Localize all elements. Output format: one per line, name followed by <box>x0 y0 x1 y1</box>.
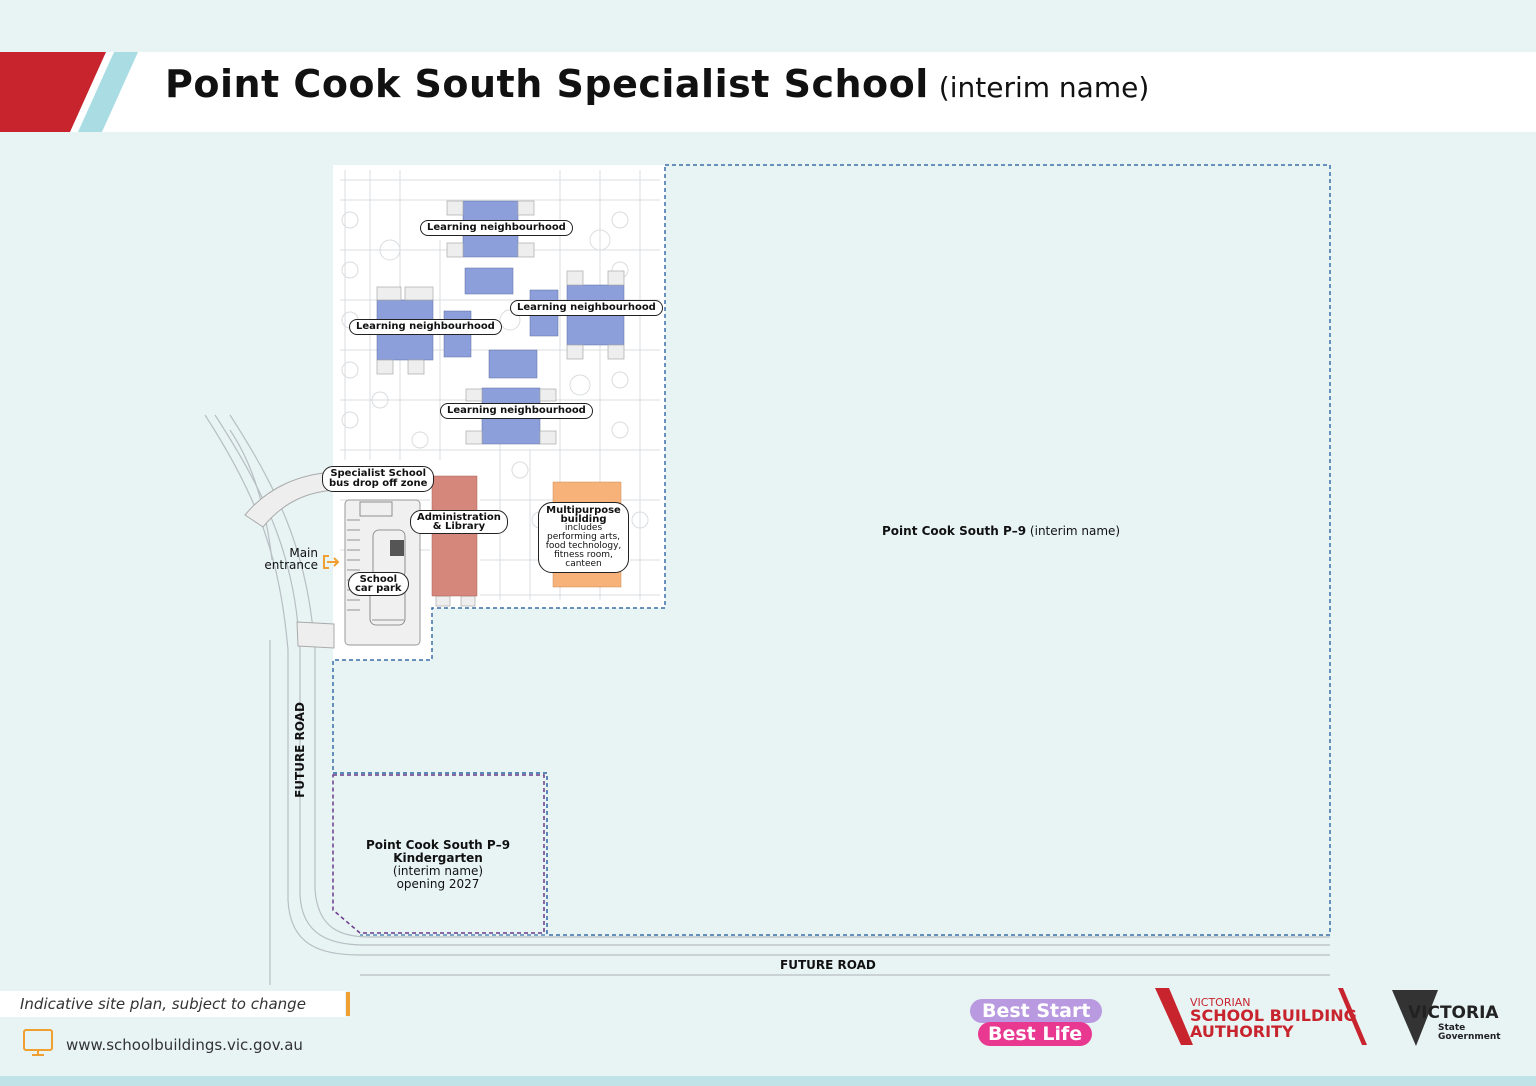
admin-library-building <box>432 476 477 596</box>
bus-line-1: Specialist School <box>330 468 427 479</box>
p9-name: Point Cook South P–9 <box>882 524 1027 538</box>
kinder-line-2: Kindergarten <box>393 851 483 865</box>
multi-line-1: Multipurpose <box>546 505 621 516</box>
multi-line-4: performing arts, <box>546 532 620 542</box>
best-start-line-1: Best Start <box>970 999 1102 1023</box>
kinder-line-3: (interim name) <box>392 864 484 878</box>
admin-line-2: & Library <box>432 521 486 532</box>
car-park-building-icon <box>390 540 404 556</box>
victoria-wordmark: VICTORIA <box>1408 1003 1499 1023</box>
entrance-line-2: entrance <box>264 558 318 572</box>
kinder-line-4: opening 2027 <box>396 877 480 891</box>
label-p9-school <box>882 524 1120 538</box>
entrance-line-1: Main <box>289 546 318 560</box>
victoria-sub-1: State <box>1438 1023 1466 1033</box>
kinder-line-1: Point Cook South P–9 <box>365 838 511 852</box>
monitor-icon <box>22 1028 56 1058</box>
label-learning-neighbourhood-2: Learning neighbourhood <box>349 319 502 335</box>
vsba-line-2: SCHOOL BUILDING <box>1190 1006 1357 1025</box>
website-link[interactable]: www.schoolbuildings.vic.gov.au <box>66 1036 303 1054</box>
label-future-road-vertical: FUTURE ROAD <box>292 702 307 798</box>
bus-line-2: bus drop off zone <box>329 478 428 489</box>
multi-line-7: canteen <box>565 559 602 569</box>
label-learning-neighbourhood-4: Learning neighbourhood <box>440 403 593 419</box>
best-start-line-2: Best Life <box>978 1022 1092 1046</box>
vsba-line-1: VICTORIAN <box>1190 996 1251 1009</box>
label-future-road-horizontal: FUTURE ROAD <box>780 958 876 972</box>
victoria-sub-2: Government <box>1438 1032 1501 1042</box>
label-kindergarten <box>356 839 520 891</box>
label-multipurpose <box>538 502 629 573</box>
carpark-line-1: School <box>359 574 397 585</box>
multi-line-5: food technology, <box>545 541 622 551</box>
admin-line-1: Administration <box>417 512 501 523</box>
title-main: Point Cook South Specialist School <box>165 62 929 106</box>
label-admin-library <box>410 510 508 534</box>
multi-line-3: includes <box>564 523 603 533</box>
bottom-strip <box>0 1076 1536 1086</box>
disclaimer-text: Indicative site plan, subject to change <box>20 995 306 1013</box>
label-car-park <box>348 572 409 596</box>
title-interim: (interim name) <box>938 71 1150 104</box>
multi-line-2: building <box>560 514 607 525</box>
label-learning-neighbourhood-3: Learning neighbourhood <box>510 300 663 316</box>
disclaimer-accent <box>346 992 350 1016</box>
carpark-line-2: car park <box>355 583 402 594</box>
multi-line-6: fitness room, <box>554 550 613 560</box>
label-bus-drop-off <box>322 466 434 492</box>
label-learning-neighbourhood-1: Learning neighbourhood <box>420 220 573 236</box>
label-main-entrance <box>262 547 318 571</box>
vsba-line-3: AUTHORITY <box>1190 1022 1294 1041</box>
p9-interim: (interim name) <box>1029 524 1121 538</box>
